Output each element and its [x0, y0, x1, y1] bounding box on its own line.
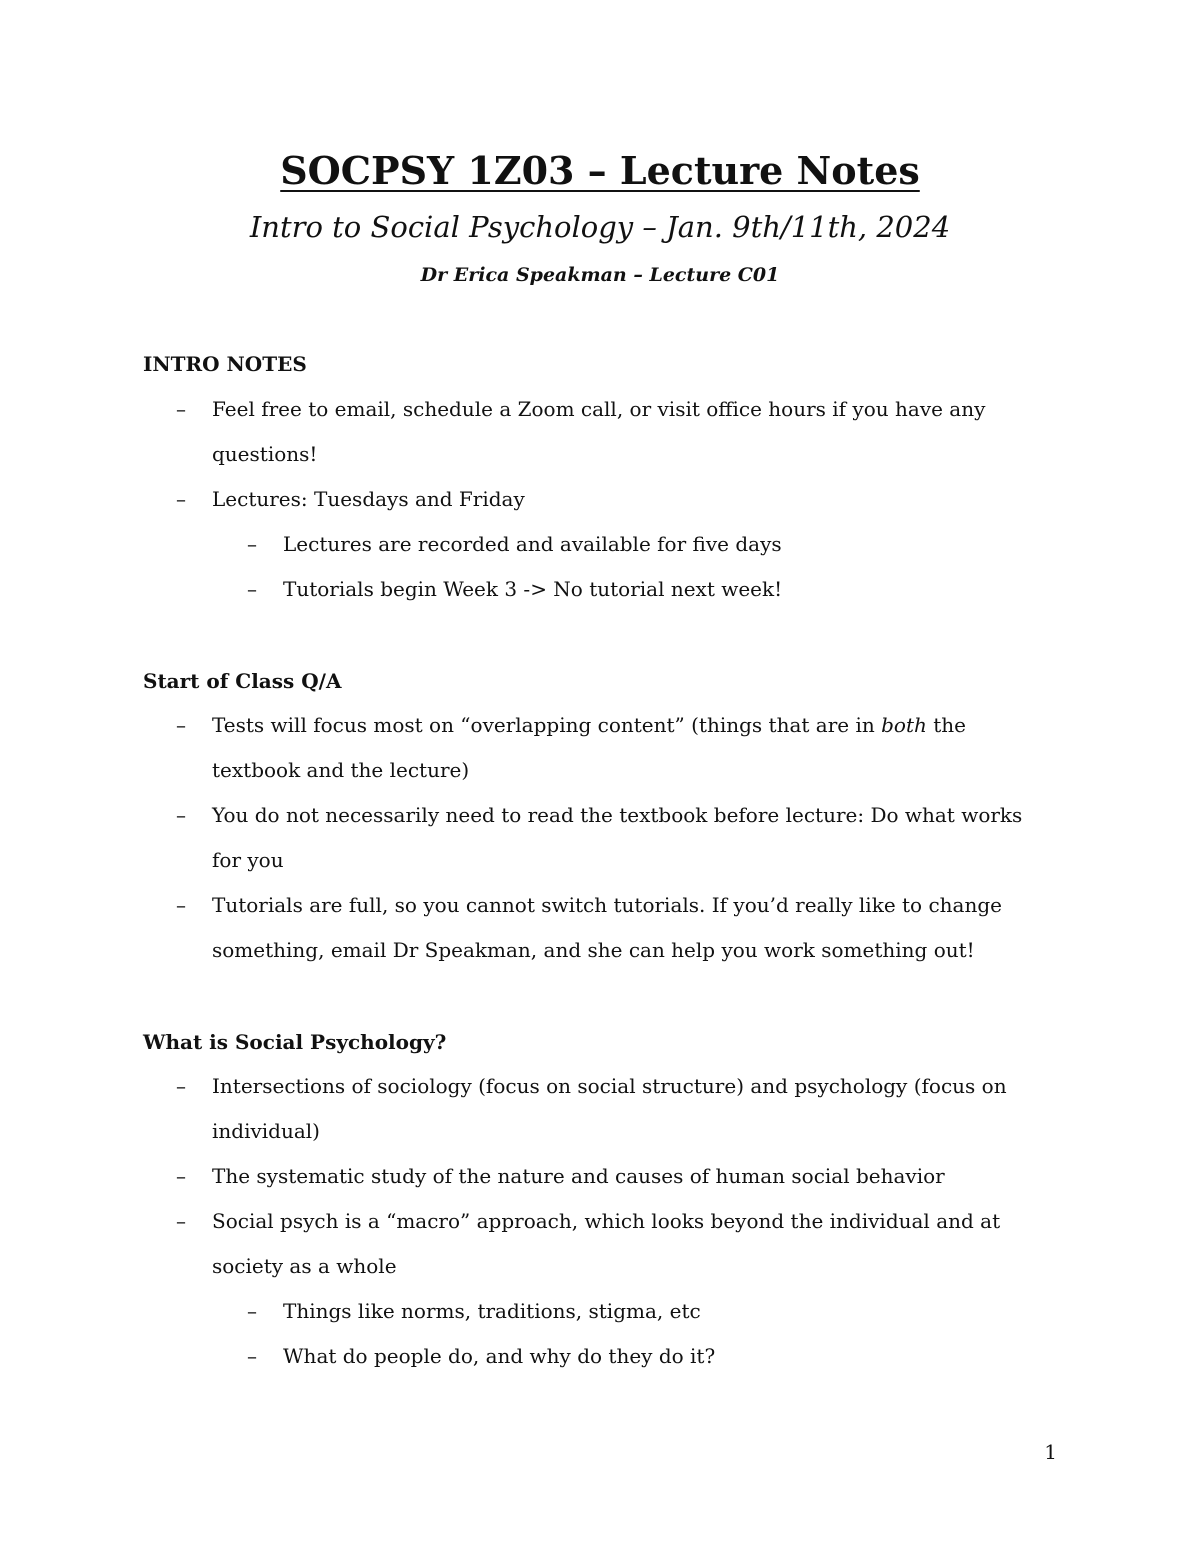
list-item-text: Feel free to email, schedule a Zoom call, or visit office hours if you have any questions! [212, 397, 986, 466]
list-item-text-part: the textbook and the lecture) [212, 713, 966, 782]
list-item-text: Things like norms, traditions, stigma, etc [283, 1299, 701, 1323]
list-item-text-part: Tests will focus most on “overlapping content” (things that are in [212, 713, 882, 737]
list-item-text: You do not necessarily need to read the textbook before lecture: Do what works for you [212, 803, 1023, 872]
bullet-dash: – [247, 577, 257, 601]
list-item-text: Social psych is a “macro” approach, which looks beyond the individual and at society as a whole [212, 1209, 1001, 1278]
bullet-dash: – [176, 803, 186, 827]
document-author: Dr Erica Speakman – Lecture C01 [420, 264, 780, 286]
bullet-dash: – [176, 713, 186, 737]
list-item-text: Tutorials are full, so you cannot switch tutorials. If you’d really like to change something, email Dr Speakman, and she can help you work something out! [212, 893, 1002, 962]
bullet-dash: – [247, 1299, 257, 1323]
bullet-dash: – [176, 397, 186, 421]
section-heading-what-is-social-psychology: What is Social Psychology? [143, 1030, 447, 1054]
document-title: SOCPSY 1Z03 – Lecture Notes [280, 148, 920, 193]
emphasis-text: both [881, 713, 927, 737]
list-item [247, 522, 1057, 567]
list-item-text: Lectures are recorded and available for five days [283, 532, 782, 556]
bullet-dash: – [247, 1344, 257, 1368]
section-heading-intro-notes: INTRO NOTES [143, 352, 307, 376]
list-item [247, 1334, 1057, 1379]
page-number: 1 [1044, 1440, 1057, 1464]
list-item [176, 387, 1056, 477]
list-item [176, 883, 1056, 973]
list-item [176, 1199, 1056, 1289]
bullet-dash: – [176, 1074, 186, 1098]
list-item-text: Tutorials begin Week 3 -> No tutorial next week! [283, 577, 783, 601]
list-item [176, 1064, 1056, 1154]
list-item [176, 1154, 1056, 1199]
bullet-dash: – [176, 487, 186, 511]
document-subtitle: Intro to Social Psychology – Jan. 9th/11th, 2024 [249, 210, 951, 244]
list-item [176, 477, 1056, 522]
bullet-dash: – [176, 1164, 186, 1188]
list-item [176, 703, 1056, 793]
bullet-dash: – [176, 893, 186, 917]
list-item-text: Intersections of sociology (focus on social structure) and psychology (focus on individual) [212, 1074, 1007, 1143]
list-item-text [212, 703, 1056, 793]
list-item-text: Lectures: Tuesdays and Friday [212, 487, 525, 511]
list-item [247, 1289, 1057, 1334]
list-item [176, 793, 1056, 883]
list-item-text: The systematic study of the nature and causes of human social behavior [212, 1164, 945, 1188]
bullet-dash: – [176, 1209, 186, 1233]
list-item-text: What do people do, and why do they do it? [283, 1344, 716, 1368]
bullet-dash: – [247, 532, 257, 556]
section-heading-start-of-class-qa: Start of Class Q/A [143, 669, 342, 693]
list-item [247, 567, 1057, 612]
